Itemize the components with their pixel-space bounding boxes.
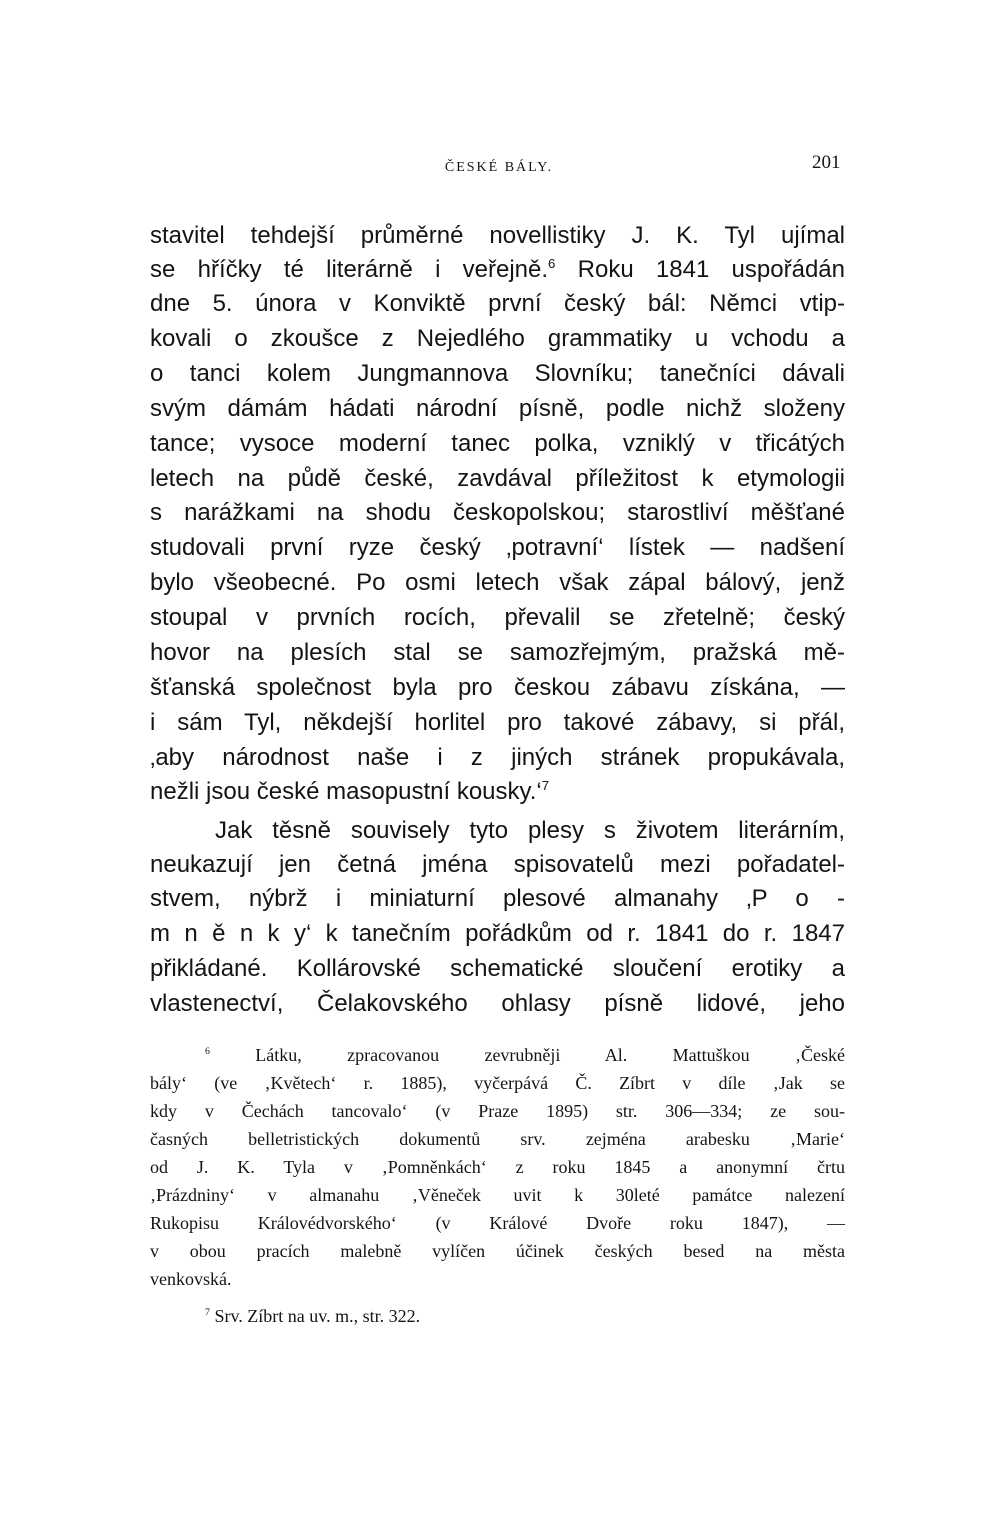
body-line-text: se hříčky té literárně i veřejně. <box>150 256 549 283</box>
footnote-line <box>205 1303 845 1329</box>
body-line <box>150 776 845 808</box>
body-line: kovali o zkoušce z Nejedlého grammatiky u vchodu a <box>150 325 845 352</box>
footnote-text: Srv. Zíbrt na uv. m., str. 322. <box>214 1306 421 1326</box>
body-line: tance; vysoce moderní tanec polka, vzniklý v třicátých <box>150 430 845 457</box>
body-line: dne 5. února v Konviktě první český bál: Němci vtip- <box>150 290 845 317</box>
body-line: stoupal v prvních rocích, převalil se zřetelně; český <box>150 604 845 631</box>
footnote-line: venkovská. <box>150 1269 232 1289</box>
body-line: stavitel tehdejší průměrné novellistiky J. K. Tyl ujímal <box>150 222 845 249</box>
page-number: 201 <box>812 152 841 173</box>
footnote-ref: 7 <box>541 777 550 793</box>
footnote-ref: 6 <box>548 255 556 271</box>
body-line-text: nežli jsou české masopustní kousky.‘ <box>150 778 542 805</box>
body-line: svým dámám hádati národní písně, podle nichž složeny <box>150 395 845 422</box>
footnote-line: Rukopisu Královédvorského‘ (v Králové Dvoře roku 1847), — <box>150 1213 845 1233</box>
body-line: neukazují jen četná jména spisovatelů mezi pořadatel- <box>150 851 845 878</box>
body-line: přikládané. Kollárovské schematické sloučení erotiky a <box>150 955 845 982</box>
footnote-line: od J. K. Tyla v ‚Pomněnkách‘ z roku 1845 a anonymní črtu <box>150 1157 845 1177</box>
body-line: šťanská společnost byla pro českou zábavu získána, — <box>150 674 845 701</box>
body-line: bylo všeobecné. Po osmi letech však zápal bálový, jenž <box>150 569 845 596</box>
footnote-line: v obou pracích malebně vylíčen účinek českých besed na města <box>150 1241 845 1261</box>
body-line: hovor na plesích stal se samozřejmým, pražská mě- <box>150 639 845 666</box>
body-line-text: Roku 1841 uspořádán <box>555 256 845 283</box>
footnote-line: ‚Prázdniny‘ v almanahu ‚Věneček uvit k 30leté památce nalezení <box>150 1185 845 1205</box>
footnote-line: kdy v Čechách tancovalo‘ (v Praze 1895) str. 306—334; ze sou- <box>150 1101 845 1121</box>
body-line: stvem, nýbrž i miniaturní plesové almanahy ‚P o - <box>150 885 845 912</box>
footnote-text: Látku, zpracovanou zevrubněji Al. Mattuškou ‚České <box>255 1045 845 1065</box>
body-line: m n ě n k y‘ k tanečním pořádkům od r. 1841 do r. 1847 <box>150 920 845 947</box>
footnote-mark: 6 <box>205 1046 210 1058</box>
body-line: o tanci kolem Jungmannova Slovníku; tanečníci dávali <box>150 360 845 387</box>
body-line: studovali první ryze český ‚potravní‘ lístek — nadšení <box>150 534 845 561</box>
footnote-line: bály‘ (ve ‚Květech‘ r. 1885), vyčerpává Č. Zíbrt v díle ‚Jak se <box>150 1073 845 1093</box>
body-line <box>150 254 845 286</box>
body-line: ‚aby národnost naše i z jiných stránek propukávala, <box>150 744 845 771</box>
footnote-line <box>205 1042 845 1068</box>
body-line: letech na půdě české, zavdával příležitost k etymologii <box>150 465 845 492</box>
body-line: vlastenectví, Čelakovského ohlasy písně lidové, jeho <box>150 990 845 1017</box>
body-line: s narážkami na shodu českopolskou; starostliví měšťané <box>150 499 845 526</box>
footnote-mark: 7 <box>205 1307 210 1319</box>
body-line: i sám Tyl, někdejší horlitel pro takové zábavy, si přál, <box>150 709 845 736</box>
body-line: Jak těsně souvisely tyto plesy s životem literárním, <box>215 817 845 844</box>
footnote-line: časných belletristických dokumentů srv. zejména arabesku ‚Marie‘ <box>150 1129 845 1149</box>
running-title: ČESKÉ BÁLY. <box>444 160 554 175</box>
